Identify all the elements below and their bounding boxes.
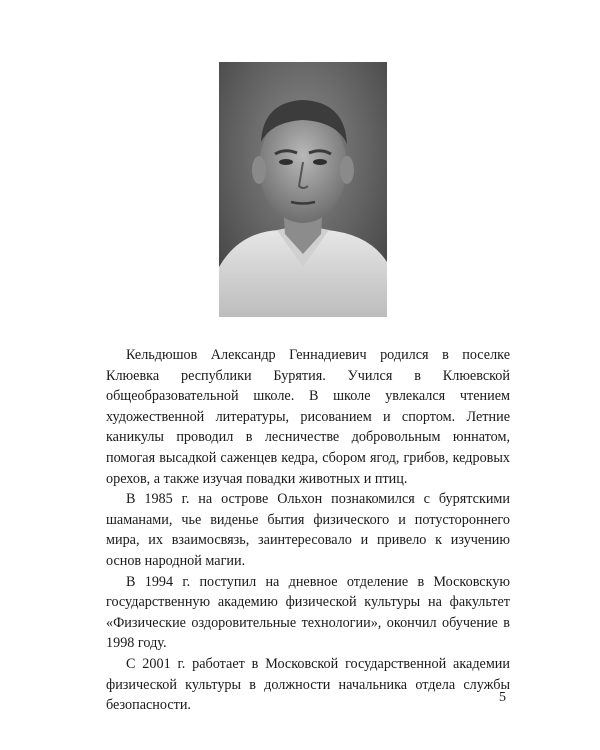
biography-text (106, 345, 510, 716)
biography-paragraph-2: В 1985 г. на острове Ольхон познакомился с бурятскими шаманами, чье виденье бытия физического и потустороннего мира, их взаимосвязь, заинтересовало и привело к изучению основ народной магии. (106, 491, 510, 569)
page-number: 5 (499, 690, 506, 705)
portrait-photo (219, 62, 387, 317)
biography-paragraph-3: В 1994 г. поступил на дневное отделение в Московскую государственную академию физической культуры на факультет «Физические оздоровительные технологии», окончил обучение в 1998 году. (106, 573, 510, 652)
biography-paragraph-1: Кельдюшов Александр Геннадиевич родился в поселке Клюевка республики Бурятия. Учился в Клюевской общеобразовательной школе. В школе увлекался чтением художественной литературы, рисованием и спортом. Летние каникулы проводил в лесничестве добровольным юннатом, помогая высадкой саженцев кедра, сбором ягод, грибов, кедровых орехов, а также изучая повадки животных и птиц. (106, 347, 510, 487)
biography-paragraph-4: С 2001 г. работает в Московской государственной академии физической культуры в должности начальника отдела службы безопасности. (106, 655, 510, 714)
